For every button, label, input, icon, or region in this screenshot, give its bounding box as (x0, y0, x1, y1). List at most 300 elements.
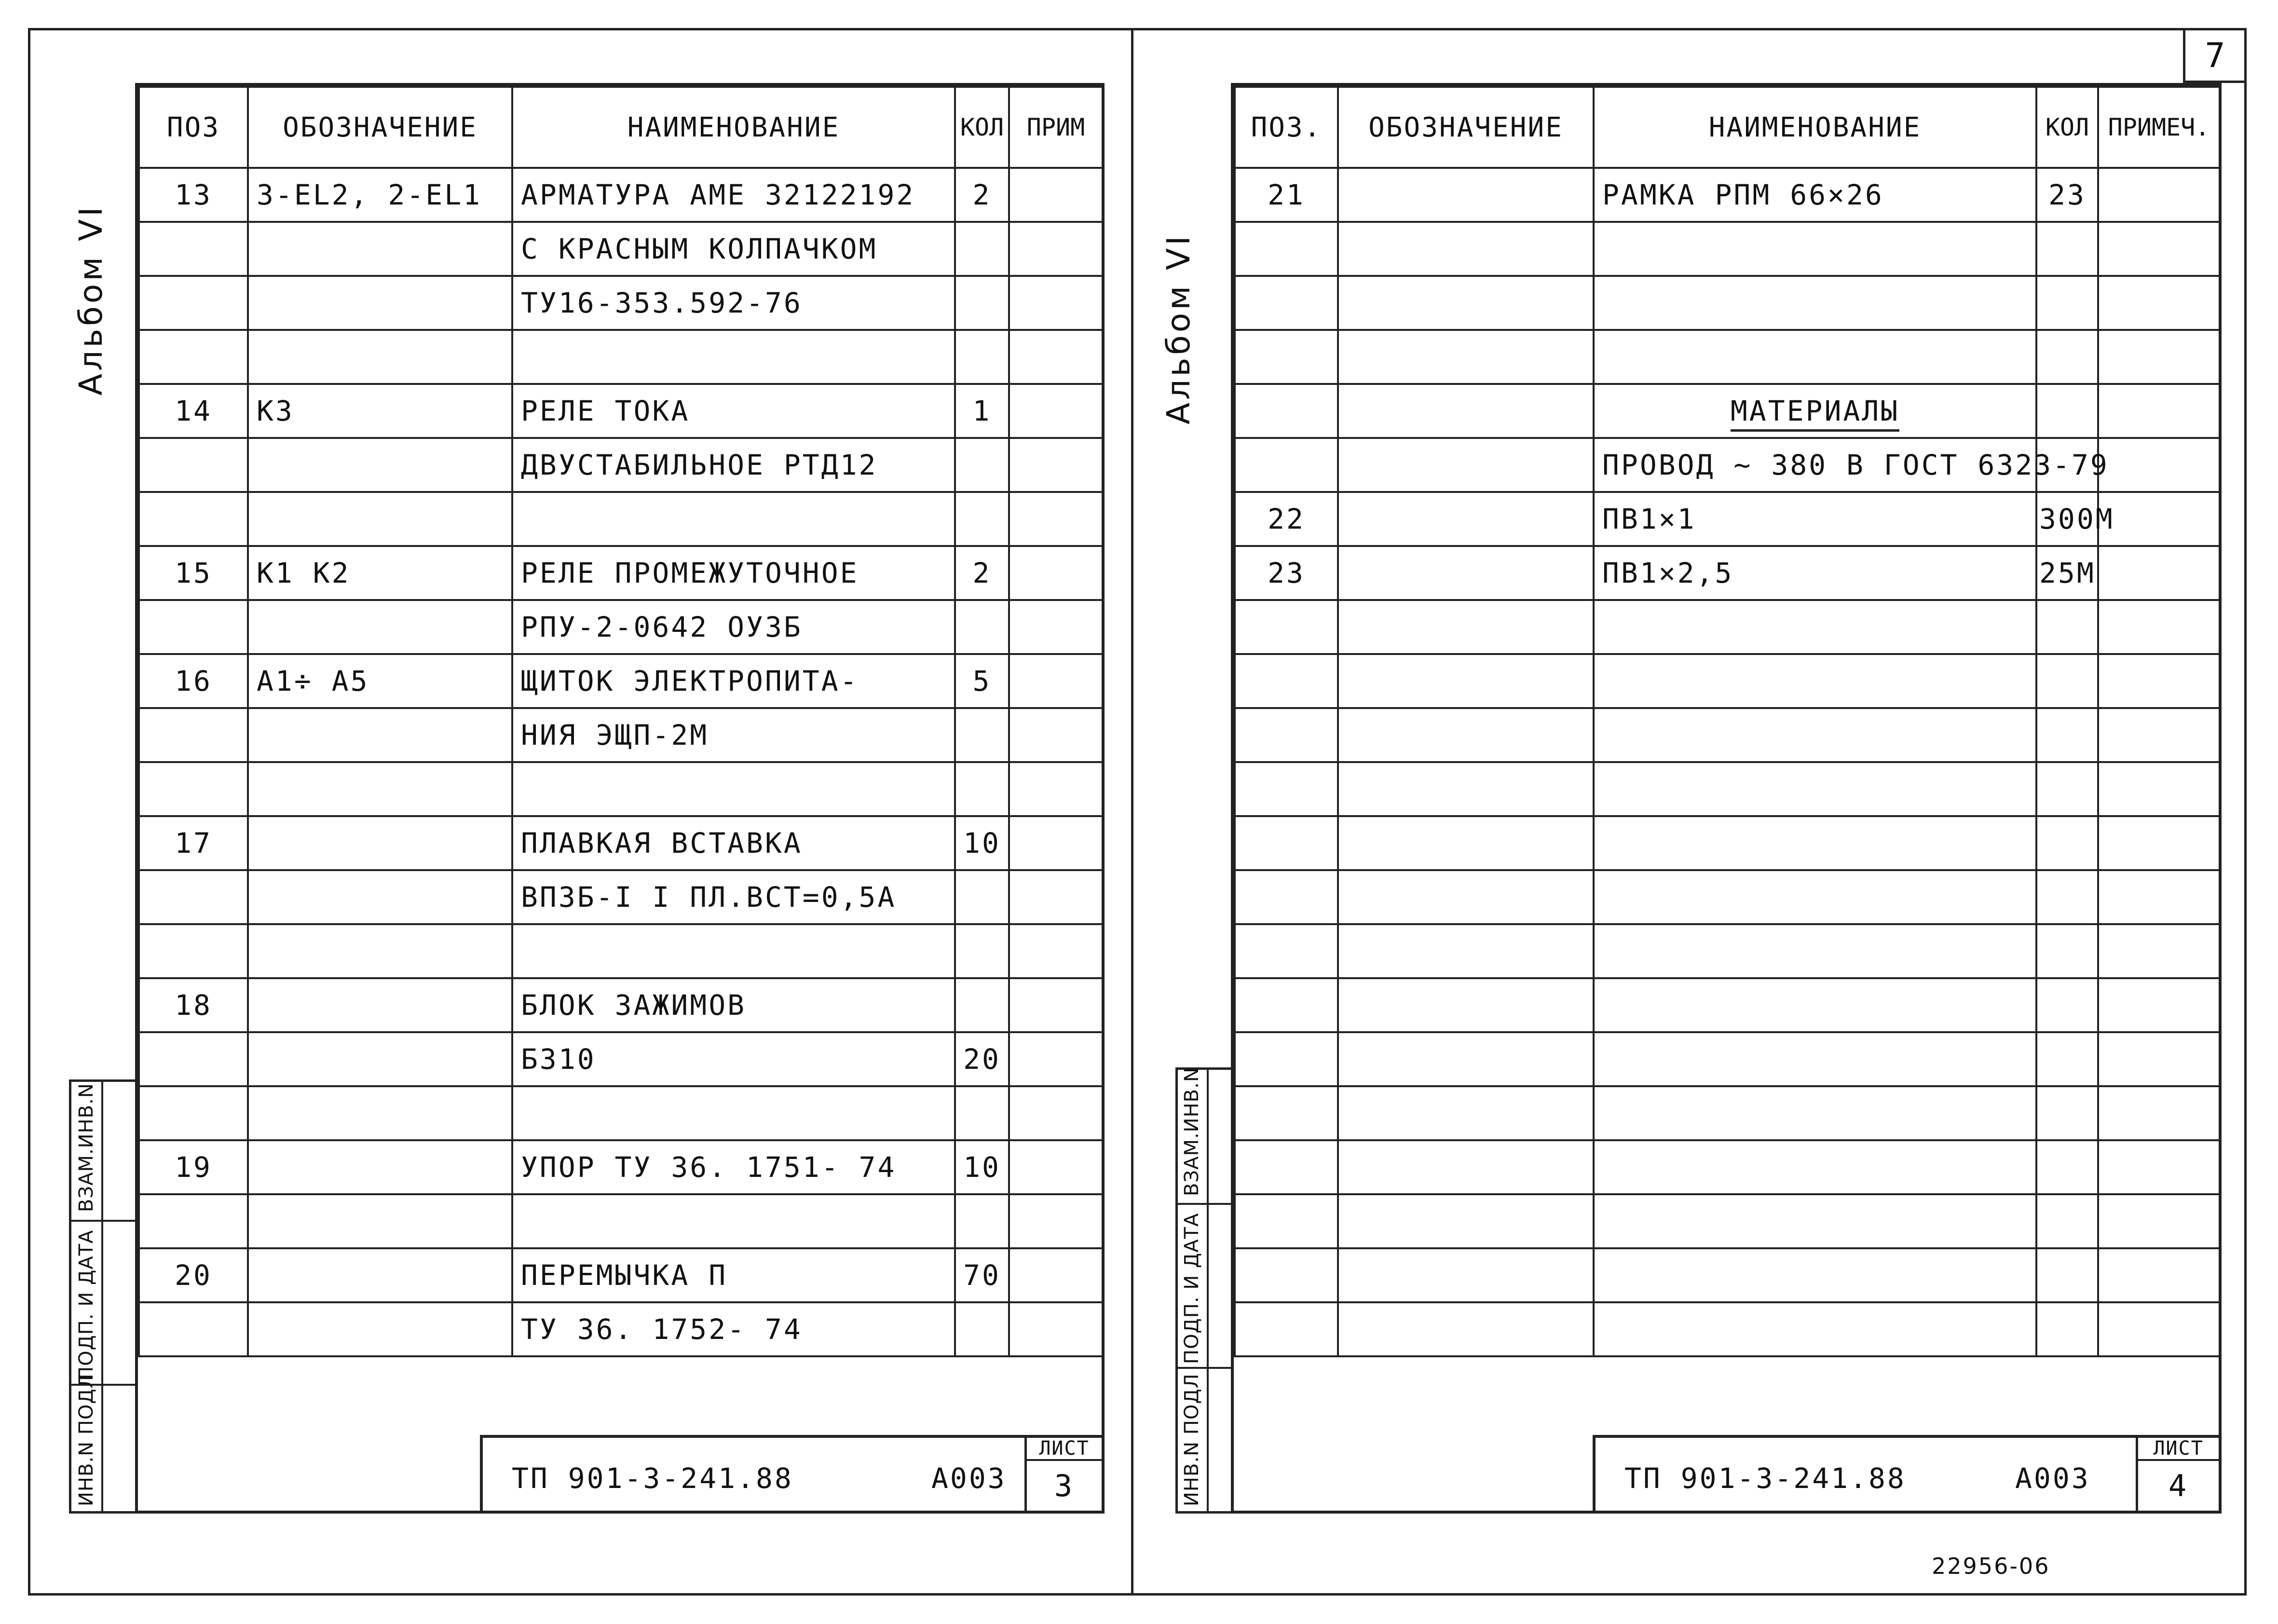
table-row (1235, 1086, 2220, 1140)
table-row (139, 1194, 1103, 1248)
cell-note (1009, 978, 1103, 1032)
cell-note (1009, 708, 1103, 762)
cell-pos (1235, 384, 1338, 438)
cell-pos (139, 492, 248, 546)
table-row (139, 762, 1103, 816)
table-row (1235, 924, 2220, 978)
cell-name (1594, 762, 2036, 816)
cell-note (2098, 1248, 2220, 1302)
cell-designation (248, 1032, 512, 1086)
cell-name (1594, 1194, 2036, 1248)
cell-note (1009, 330, 1103, 384)
cell-pos (139, 1086, 248, 1140)
cell-designation (248, 492, 512, 546)
cell-note (1009, 1140, 1103, 1194)
cell-qty (955, 492, 1009, 546)
table-row (139, 330, 1103, 384)
cell-name (1594, 1086, 2036, 1140)
cell-name (512, 1194, 955, 1248)
cell-pos (1235, 816, 1338, 870)
cell-note (2098, 870, 2220, 924)
archive-code: 22956-06 (1932, 1553, 2050, 1579)
table-row (1235, 438, 2220, 492)
cell-pos (1235, 1032, 1338, 1086)
cell-qty (2036, 978, 2098, 1032)
cell-name (1594, 1248, 2036, 1302)
cell-note (1009, 1302, 1103, 1356)
col-header-note: ПРИМ (1009, 87, 1103, 168)
cell-qty (955, 708, 1009, 762)
cell-designation (248, 1086, 512, 1140)
cell-qty (2036, 384, 2098, 438)
materials-heading: МАТЕРИАЛЫ (1731, 395, 1899, 432)
cell-qty (2036, 870, 2098, 924)
table-row (139, 816, 1103, 870)
cell-designation (248, 1140, 512, 1194)
cell-pos: 15 (139, 546, 248, 600)
cell-designation (248, 708, 512, 762)
cell-note (2098, 438, 2220, 492)
cell-designation (248, 762, 512, 816)
table-row (1235, 816, 2220, 870)
cell-qty (955, 600, 1009, 654)
cell-designation (248, 870, 512, 924)
cell-note (1009, 546, 1103, 600)
cell-note (2098, 1302, 2220, 1356)
cell-name: АРМАТУРА АМЕ 32122192 (512, 168, 955, 222)
cell-designation (1338, 924, 1594, 978)
sheet-number: 3 (1054, 1468, 1075, 1503)
cell-designation (1338, 870, 1594, 924)
table-row (1235, 1140, 2220, 1194)
table-row (139, 1140, 1103, 1194)
cell-note (1009, 222, 1103, 276)
cell-designation (1338, 330, 1594, 384)
cell-name: ДВУСТАБИЛЬНОЕ РТД12 (512, 438, 955, 492)
spec-sheet-right (1231, 83, 2222, 1514)
cell-pos (1235, 600, 1338, 654)
cell-designation (1338, 168, 1594, 222)
cell-designation (1338, 600, 1594, 654)
cell-pos: 18 (139, 978, 248, 1032)
cell-pos (139, 276, 248, 330)
col-header-name: НАИМЕНОВАНИЕ (512, 87, 955, 168)
table-row (139, 1248, 1103, 1302)
cell-pos (1235, 1086, 1338, 1140)
cell-note (2098, 978, 2220, 1032)
cell-qty (2036, 1140, 2098, 1194)
document-number: ТП 901-3-241.88 (512, 1462, 793, 1495)
cell-pos (1235, 762, 1338, 816)
cell-note (2098, 816, 2220, 870)
cell-pos: 14 (139, 384, 248, 438)
cell-qty (2036, 1248, 2098, 1302)
cell-pos (139, 1194, 248, 1248)
cell-pos (1235, 1140, 1338, 1194)
col-header-pos: ПОЗ (139, 87, 248, 168)
title-block-left (480, 1435, 1105, 1514)
cell-pos (1235, 1302, 1338, 1356)
cell-name: РПУ-2-0642 ОУ3Б (512, 600, 955, 654)
cell-name: ПВ1×2,5 (1594, 546, 2036, 600)
cell-name: ПЛАВКАЯ ВСТАВКА (512, 816, 955, 870)
table-row (139, 168, 1103, 222)
cell-designation (1338, 1194, 1594, 1248)
cell-note (2098, 708, 2220, 762)
table-row (139, 978, 1103, 1032)
cell-name: ПЕРЕМЫЧКА П (512, 1248, 955, 1302)
cell-name: ТУ16-353.592-76 (512, 276, 955, 330)
cell-qty: 300М (2036, 492, 2098, 546)
album-label-right: Альбом VI (1160, 233, 1197, 424)
table-row (1235, 1248, 2220, 1302)
page-number-value: 7 (2205, 35, 2225, 75)
sheet-box (2136, 1438, 2219, 1511)
cell-name (1594, 384, 2036, 438)
cell-note (2098, 222, 2220, 276)
cell-qty (2036, 816, 2098, 870)
cell-pos (1235, 978, 1338, 1032)
cell-qty (955, 222, 1009, 276)
cell-pos: 16 (139, 654, 248, 708)
table-row (1235, 600, 2220, 654)
sheet-box (1024, 1438, 1102, 1511)
cell-designation (248, 924, 512, 978)
table-header (139, 87, 1103, 168)
table-row (1235, 546, 2220, 600)
cell-name: С КРАСНЫМ КОЛПАЧКОМ (512, 222, 955, 276)
table-row (1235, 978, 2220, 1032)
cell-qty: 23 (2036, 168, 2098, 222)
cell-pos (139, 762, 248, 816)
cell-pos: 23 (1235, 546, 1338, 600)
cell-pos: 21 (1235, 168, 1338, 222)
cell-name (512, 924, 955, 978)
cell-qty (2036, 222, 2098, 276)
cell-pos: 22 (1235, 492, 1338, 546)
cell-qty: 2 (955, 168, 1009, 222)
cell-qty: 25М (2036, 546, 2098, 600)
col-header-qty: КОЛ (2036, 87, 2098, 168)
stamp-inv-replace: ВЗАМ.ИНВ.N (1181, 1067, 1203, 1196)
table-row (139, 438, 1103, 492)
cell-qty (2036, 600, 2098, 654)
cell-name (1594, 1302, 2036, 1356)
cell-note (2098, 1086, 2220, 1140)
cell-qty (2036, 276, 2098, 330)
cell-designation (1338, 492, 1594, 546)
cell-pos (1235, 222, 1338, 276)
cell-note (2098, 762, 2220, 816)
cell-designation (1338, 1302, 1594, 1356)
table-row (1235, 1194, 2220, 1248)
cell-pos: 13 (139, 168, 248, 222)
approval-stamp-right (1175, 1067, 1233, 1514)
cell-note (1009, 1194, 1103, 1248)
table-row (139, 708, 1103, 762)
cell-note (2098, 168, 2220, 222)
cell-note (1009, 1248, 1103, 1302)
cell-pos (139, 708, 248, 762)
album-label-left: Альбом VI (72, 204, 109, 396)
cell-designation (1338, 222, 1594, 276)
table-row (1235, 222, 2220, 276)
col-header-note: ПРИМЕЧ. (2098, 87, 2220, 168)
cell-name: ПРОВОД ~ 380 В ГОСТ 6323-79 (1594, 438, 2036, 492)
table-header (1235, 87, 2220, 168)
cell-designation: 3-EL2, 2-EL1 (248, 168, 512, 222)
cell-qty (955, 978, 1009, 1032)
cell-note (2098, 1194, 2220, 1248)
cell-pos (139, 330, 248, 384)
stamp-inv-orig: ИНВ.N ПОДЛ (75, 1373, 97, 1506)
col-header-designation: ОБОЗНАЧЕНИЕ (248, 87, 512, 168)
stamp-inv-orig: ИНВ.N ПОДЛ (1181, 1373, 1203, 1506)
cell-pos (1235, 1194, 1338, 1248)
table-row (139, 222, 1103, 276)
cell-note (1009, 870, 1103, 924)
cell-pos (1235, 438, 1338, 492)
cell-note (2098, 546, 2220, 600)
cell-pos: 19 (139, 1140, 248, 1194)
cell-qty (2036, 330, 2098, 384)
cell-pos: 17 (139, 816, 248, 870)
cell-note (1009, 276, 1103, 330)
cell-designation (1338, 654, 1594, 708)
table-row (139, 492, 1103, 546)
cell-designation (248, 1248, 512, 1302)
cell-name: БЛОК ЗАЖИМОВ (512, 978, 955, 1032)
col-header-pos: ПОЗ. (1235, 87, 1338, 168)
table-row (139, 654, 1103, 708)
table-row (1235, 276, 2220, 330)
cell-qty: 70 (955, 1248, 1009, 1302)
table-row (1235, 492, 2220, 546)
cell-name: УПОР ТУ 36. 1751- 74 (512, 1140, 955, 1194)
cell-designation (248, 978, 512, 1032)
document-code: А003 (931, 1462, 1007, 1495)
table-row (1235, 168, 2220, 222)
cell-pos (139, 924, 248, 978)
cell-designation (1338, 816, 1594, 870)
cell-qty: 10 (955, 816, 1009, 870)
cell-designation (248, 1302, 512, 1356)
cell-name: ТУ 36. 1752- 74 (512, 1302, 955, 1356)
cell-designation (1338, 546, 1594, 600)
cell-designation (1338, 708, 1594, 762)
table-row (1235, 708, 2220, 762)
cell-pos (139, 1032, 248, 1086)
cell-qty (2036, 708, 2098, 762)
cell-name (512, 330, 955, 384)
cell-qty (2036, 1194, 2098, 1248)
cell-designation (1338, 762, 1594, 816)
cell-designation (1338, 438, 1594, 492)
cell-name (1594, 978, 2036, 1032)
cell-note (1009, 384, 1103, 438)
cell-qty (2036, 1032, 2098, 1086)
cell-qty (955, 924, 1009, 978)
cell-pos (1235, 708, 1338, 762)
cell-pos (1235, 870, 1338, 924)
cell-qty (2036, 1086, 2098, 1140)
spec-sheet-left (135, 83, 1105, 1514)
cell-designation: А1÷ А5 (248, 654, 512, 708)
cell-note (1009, 492, 1103, 546)
cell-name: НИЯ ЭЩП-2М (512, 708, 955, 762)
cell-designation (248, 600, 512, 654)
cell-designation (248, 330, 512, 384)
cell-name (512, 492, 955, 546)
cell-note (1009, 762, 1103, 816)
cell-pos (1235, 654, 1338, 708)
cell-designation (1338, 1140, 1594, 1194)
cell-note (2098, 600, 2220, 654)
cell-name: РАМКА РПМ 66×26 (1594, 168, 2036, 222)
cell-designation (1338, 1032, 1594, 1086)
cell-qty: 5 (955, 654, 1009, 708)
sheet-label: ЛИСТ (1027, 1438, 1102, 1461)
cell-qty (955, 276, 1009, 330)
cell-designation (248, 816, 512, 870)
cell-designation (248, 1194, 512, 1248)
cell-note (1009, 816, 1103, 870)
cell-name (1594, 708, 2036, 762)
cell-name (1594, 1032, 2036, 1086)
cell-name (1594, 600, 2036, 654)
table-row (139, 924, 1103, 978)
cell-note (2098, 654, 2220, 708)
table-row (139, 600, 1103, 654)
cell-designation: K1 K2 (248, 546, 512, 600)
table-row (1235, 1302, 2220, 1356)
col-header-name: НАИМЕНОВАНИЕ (1594, 87, 2036, 168)
page-number (2183, 30, 2245, 83)
cell-qty: 2 (955, 546, 1009, 600)
spec-table-right (1234, 86, 2221, 1357)
cell-name: Б310 (512, 1032, 955, 1086)
table-row (1235, 384, 2220, 438)
cell-pos (139, 870, 248, 924)
col-header-qty: КОЛ (955, 87, 1009, 168)
table-row (139, 546, 1103, 600)
cell-note (1009, 438, 1103, 492)
sheet-label: ЛИСТ (2138, 1438, 2219, 1461)
cell-note (2098, 492, 2220, 546)
stamp-sign-date: ПОДП. И ДАТА (1181, 1213, 1203, 1364)
cell-pos: 20 (139, 1248, 248, 1302)
cell-qty (955, 762, 1009, 816)
cell-note (2098, 1032, 2220, 1086)
cell-designation (1338, 276, 1594, 330)
table-row (1235, 870, 2220, 924)
table-row (1235, 654, 2220, 708)
cell-qty: 20 (955, 1032, 1009, 1086)
cell-note (2098, 1140, 2220, 1194)
table-row (139, 1086, 1103, 1140)
cell-note (1009, 600, 1103, 654)
cell-qty (2036, 1302, 2098, 1356)
cell-note (1009, 924, 1103, 978)
cell-pos (139, 600, 248, 654)
cell-designation: K3 (248, 384, 512, 438)
stamp-inv-replace: ВЗАМ.ИНВ.N (75, 1083, 97, 1212)
cell-name (1594, 330, 2036, 384)
cell-designation (248, 276, 512, 330)
cell-name (1594, 1140, 2036, 1194)
cell-designation (1338, 978, 1594, 1032)
cell-name: ПВ1×1 (1594, 492, 2036, 546)
cell-name (1594, 870, 2036, 924)
cell-name (1594, 654, 2036, 708)
table-row (139, 384, 1103, 438)
cell-pos (1235, 924, 1338, 978)
cell-qty (955, 1194, 1009, 1248)
cell-designation (248, 222, 512, 276)
cell-pos (1235, 1248, 1338, 1302)
cell-qty (955, 870, 1009, 924)
table-row (139, 870, 1103, 924)
table-row (139, 1032, 1103, 1086)
cell-name (1594, 816, 2036, 870)
cell-name (1594, 924, 2036, 978)
stamp-sign-date: ПОДП. И ДАТА (75, 1229, 97, 1381)
approval-stamp-left (69, 1079, 137, 1514)
cell-designation (1338, 1248, 1594, 1302)
cell-name: ЩИТОК ЭЛЕКТРОПИТА- (512, 654, 955, 708)
cell-qty (2036, 762, 2098, 816)
cell-qty (2036, 924, 2098, 978)
cell-pos (139, 222, 248, 276)
cell-qty (955, 1302, 1009, 1356)
cell-designation (248, 438, 512, 492)
table-row (1235, 330, 2220, 384)
cell-name: РЕЛЕ ПРОМЕЖУТОЧНОЕ (512, 546, 955, 600)
cell-pos (1235, 330, 1338, 384)
cell-note (1009, 168, 1103, 222)
cell-name (512, 762, 955, 816)
cell-designation (1338, 1086, 1594, 1140)
cell-qty: 1 (955, 384, 1009, 438)
table-row (139, 276, 1103, 330)
cell-pos (139, 1302, 248, 1356)
document-number: ТП 901-3-241.88 (1624, 1462, 1906, 1495)
cell-note (2098, 384, 2220, 438)
cell-qty (955, 1086, 1009, 1140)
cell-note (2098, 330, 2220, 384)
cell-name: РЕЛЕ ТОКА (512, 384, 955, 438)
cell-note (1009, 654, 1103, 708)
cell-name (512, 1086, 955, 1140)
cell-name (1594, 276, 2036, 330)
cell-note (2098, 924, 2220, 978)
cell-designation (1338, 384, 1594, 438)
cell-qty (955, 438, 1009, 492)
table-row (1235, 762, 2220, 816)
cell-name: ВП3Б-I I ПЛ.ВСТ=0,5А (512, 870, 955, 924)
table-row (139, 1302, 1103, 1356)
cell-note (2098, 276, 2220, 330)
cell-qty (2036, 654, 2098, 708)
cell-pos (1235, 276, 1338, 330)
spec-table-left (138, 86, 1104, 1357)
center-fold-line (1131, 28, 1133, 1596)
cell-name (1594, 222, 2036, 276)
cell-qty (955, 330, 1009, 384)
sheet-number: 4 (2168, 1468, 2189, 1503)
cell-qty: 10 (955, 1140, 1009, 1194)
cell-pos (139, 438, 248, 492)
